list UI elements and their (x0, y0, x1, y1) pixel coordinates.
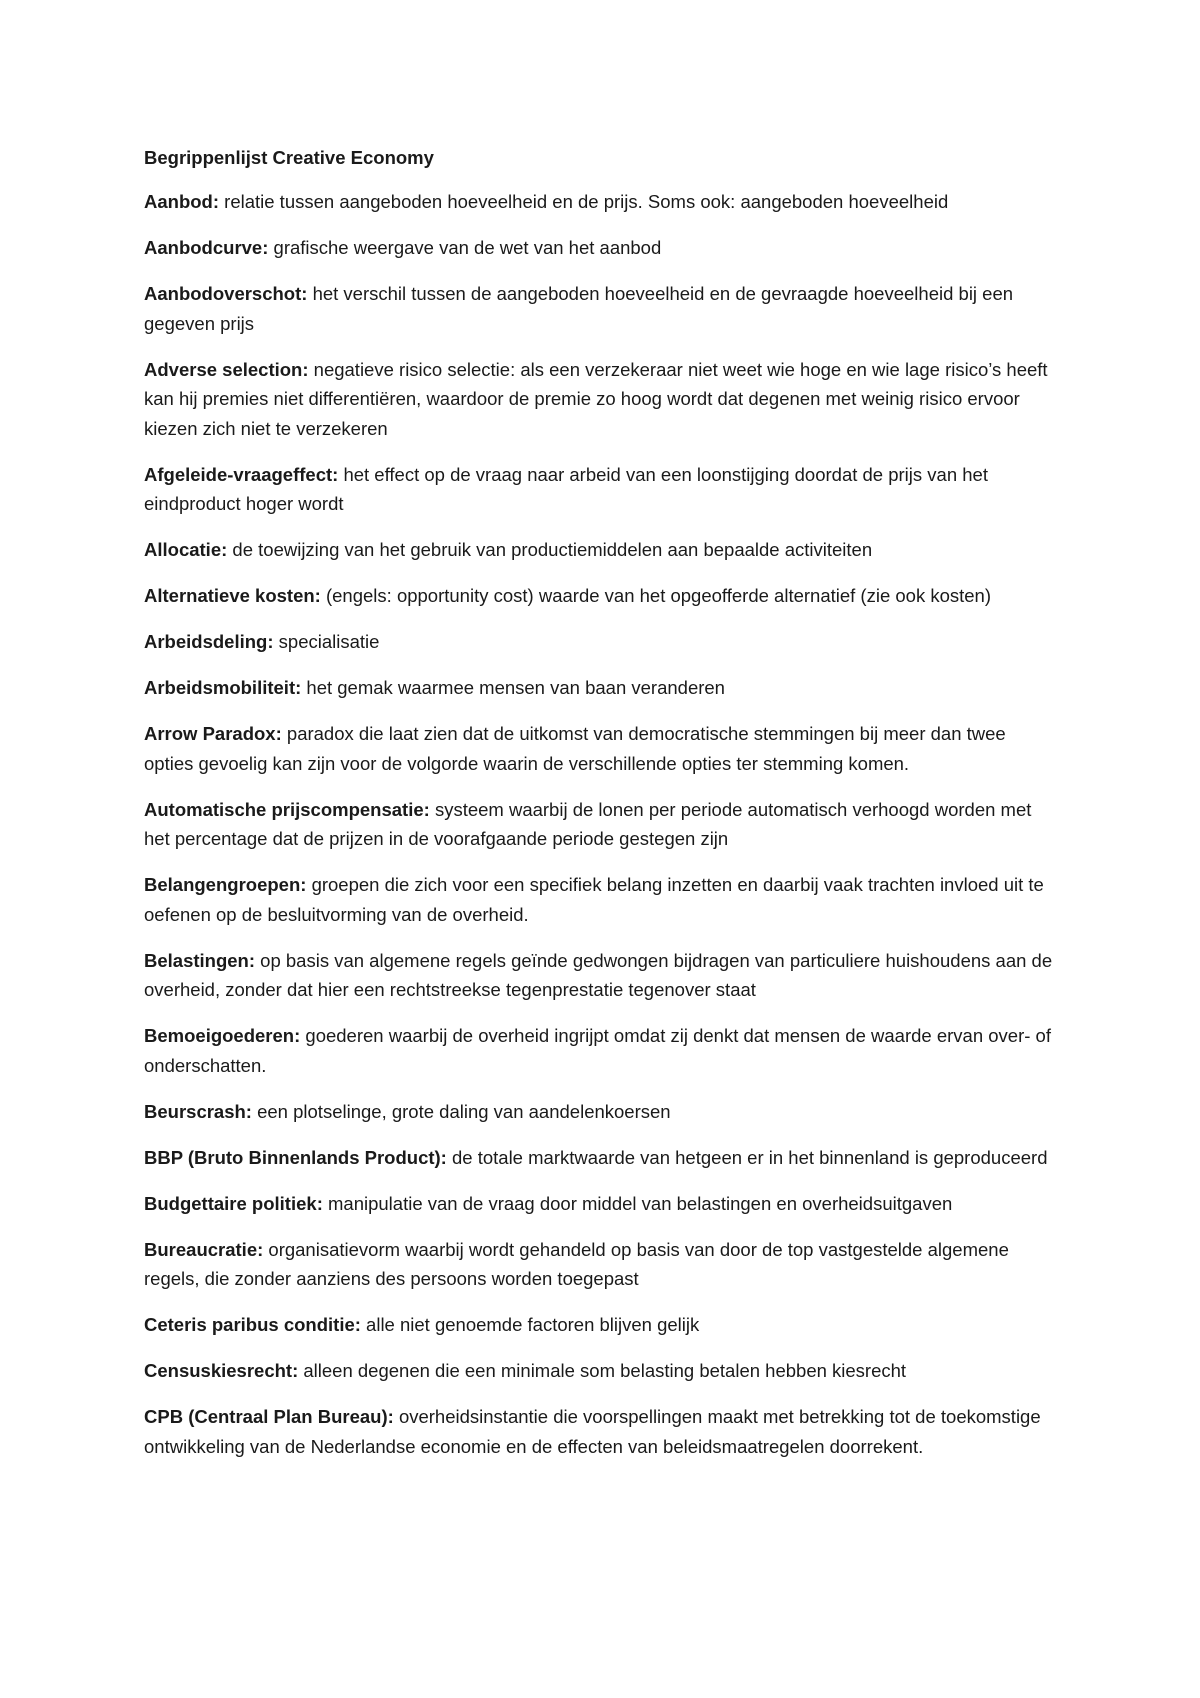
glossary-term: Bemoeigoederen: (144, 1025, 301, 1046)
glossary-definition: een plotselinge, grote daling van aandelenkoersen (257, 1100, 671, 1122)
glossary-definition: groepen die zich voor een specifiek belang inzetten en daarbij vaak trachten invloed uit te oefenen op de besluitvorming van de overheid. (144, 874, 1044, 925)
glossary-entry (144, 460, 1060, 519)
glossary-entry (144, 1189, 1060, 1219)
glossary-term: Belangengroepen: (144, 874, 307, 895)
glossary-term: BBP (Bruto Binnenlands Product): (144, 1146, 447, 1168)
glossary-definition: de toewijzing van het gebruik van productiemiddelen aan bepaalde activiteiten (232, 539, 873, 560)
glossary-definition: grafische weergave van de wet van het aanbod (273, 237, 662, 258)
glossary-term: Arrow Paradox: (144, 723, 282, 744)
glossary-entry (144, 946, 1060, 1005)
glossary-entry (144, 1021, 1060, 1080)
glossary-term: Belastingen: (144, 949, 256, 971)
glossary-term: Aanbod: (144, 191, 220, 212)
glossary-definition: alle niet genoemde factoren blijven gelijk (366, 1314, 700, 1335)
glossary-term: Aanbodcurve: (144, 237, 269, 258)
glossary-term: Ceteris paribus conditie: (144, 1314, 361, 1335)
glossary-definition: het effect op de vraag naar arbeid van een loonstijging doordat de prijs van het eindproduct hoger wordt (144, 463, 988, 514)
glossary-term: Allocatie: (144, 539, 228, 560)
glossary-definition: overheidsinstantie die voorspellingen maakt met betrekking tot de toekomstige ontwikkeling van de Nederlandse economie en de effecten van beleidsmaatregelen doorrekent. (144, 1406, 1041, 1457)
glossary-entry (144, 187, 1060, 217)
glossary-definition: paradox die laat zien dat de uitkomst van democratische stemmingen bij meer dan twee opties gevoelig kan zijn voor de volgorde waarin de verschillende opties ter stemming komen. (144, 723, 1006, 774)
glossary-term: Aanbodoverschot: (144, 283, 308, 304)
glossary-term: CPB (Centraal Plan Bureau): (144, 1406, 394, 1427)
glossary-term: Alternatieve kosten: (144, 585, 321, 606)
glossary-term: Adverse selection: (144, 358, 309, 380)
glossary-term: Afgeleide-vraageffect: (144, 463, 339, 485)
glossary-term: Budgettaire politiek: (144, 1192, 323, 1214)
glossary-definition: manipulatie van de vraag door middel van belastingen en overheidsuitgaven (328, 1192, 953, 1214)
glossary-entry (144, 870, 1060, 929)
glossary-term: Bureaucratie: (144, 1238, 264, 1260)
glossary-entry (144, 719, 1060, 778)
glossary-entry (144, 795, 1060, 854)
glossary-entry (144, 1310, 1060, 1340)
glossary-entry (144, 581, 1060, 611)
glossary-entry (144, 233, 1060, 263)
glossary-definition: specialisatie (278, 631, 380, 652)
glossary-term: Censuskiesrecht: (144, 1360, 299, 1381)
glossary-definition: organisatievorm waarbij wordt gehandeld op basis van door de top vastgestelde algemene regels, die zonder aanziens des persoons worden toegepast (144, 1238, 1009, 1289)
glossary-definition: het verschil tussen de aangeboden hoeveelheid en de gevraagde hoeveelheid bij een gegeven prijs (144, 283, 1014, 334)
glossary-definition: de totale marktwaarde van hetgeen er in het binnenland is geproduceerd (452, 1146, 1048, 1168)
glossary-entry (144, 1235, 1060, 1294)
glossary-entry (144, 1143, 1060, 1173)
glossary-definition: systeem waarbij de lonen per periode automatisch verhoogd worden met het percentage dat de prijzen in de voorafgaande periode gestegen zijn (144, 798, 1032, 849)
glossary-entry (144, 355, 1060, 444)
glossary-entry (144, 535, 1060, 565)
glossary-definition: goederen waarbij de overheid ingrijpt omdat zij denkt dat mensen de waarde ervan over- of onderschatten. (144, 1025, 1051, 1076)
glossary-definition: het gemak waarmee mensen van baan veranderen (306, 677, 725, 698)
glossary-entry (144, 1097, 1060, 1127)
glossary-list (144, 187, 1060, 1461)
glossary-definition: (engels: opportunity cost) waarde van het opgeofferde alternatief (zie ook kosten) (325, 585, 992, 606)
document-title: Begrippenlijst Creative Economy (144, 147, 434, 168)
glossary-term: Beurscrash: (144, 1100, 252, 1122)
glossary-entry (144, 279, 1060, 338)
glossary-definition: op basis van algemene regels geïnde gedwongen bijdragen van particuliere huishoudens aan de overheid, zonder dat hier een rechtstreekse tegenprestatie tegenover staat (144, 949, 1053, 1000)
glossary-definition: relatie tussen aangeboden hoeveelheid en de prijs. Soms ook: aangeboden hoeveelheid (224, 191, 949, 212)
glossary-term: Arbeidsdeling: (144, 631, 274, 652)
glossary-term: Automatische prijscompensatie: (144, 798, 430, 820)
glossary-definition: alleen degenen die een minimale som belasting betalen hebben kiesrecht (303, 1360, 907, 1381)
glossary-entry (144, 1356, 1060, 1386)
glossary-term: Arbeidsmobiliteit: (144, 677, 302, 698)
glossary-entry (144, 627, 1060, 657)
glossary-definition: negatieve risico selectie: als een verzekeraar niet weet wie hoge en wie lage risico’s heeft kan hij premies niet differentiëren, waardoor de premie zo hoog wordt dat degenen met weinig risico ervoor kiezen zich niet te verzekeren (144, 358, 1048, 439)
glossary-entry (144, 673, 1060, 703)
glossary-entry (144, 1402, 1060, 1461)
